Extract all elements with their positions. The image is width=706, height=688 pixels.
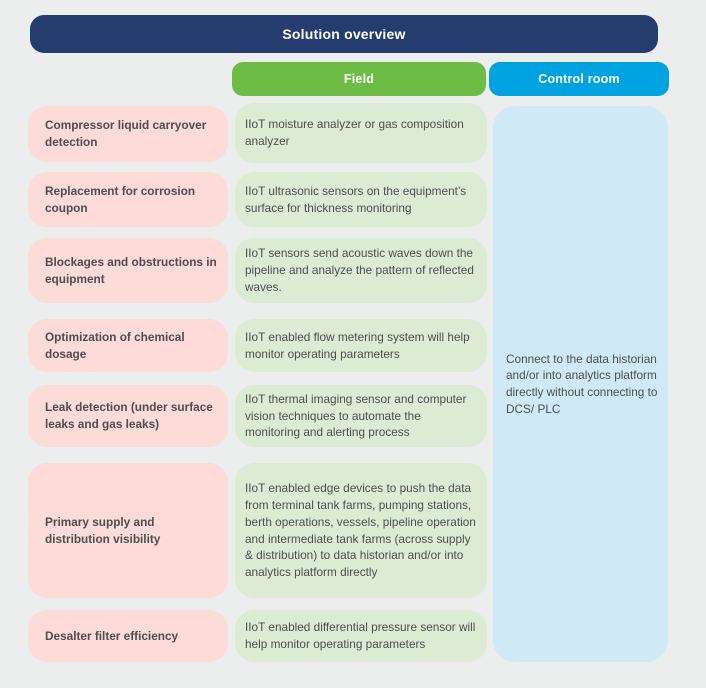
header-banner — [30, 15, 658, 53]
field-solution-text: IIoT thermal imaging sensor and computer vision techniques to automate the monitoring and alerting process — [245, 391, 467, 440]
field-solution-cell — [235, 103, 487, 163]
use-case-label: Replacement for corrosion coupon — [45, 183, 196, 215]
field-solution-cell — [235, 319, 487, 372]
field-solution-text: IIoT moisture analyzer or gas composition analyzer — [245, 117, 464, 148]
use-case-cell — [28, 238, 228, 303]
use-case-label: Blockages and obstructions in equipment — [45, 254, 217, 286]
use-case-cell — [28, 319, 228, 372]
field-solution-text: IIoT sensors send acoustic waves down the pipeline and analyze the pattern of reflected waves. — [245, 246, 474, 294]
page-title: Solution overview — [282, 26, 406, 42]
field-solution-text: IIoT ultrasonic sensors on the equipment’s surface for thickness monitoring — [245, 183, 467, 215]
control-room-cell — [493, 106, 668, 662]
use-case-cell — [28, 610, 228, 662]
use-case-cell — [28, 385, 228, 447]
field-solution-text: IIoT enabled edge devices to push the data from terminal tank farms, pumping stations, berth operations, vessels, pipeline operation and intermediate tank farms (across supply & distribution) to data historian and/or into analytics platform directly — [245, 481, 476, 579]
field-solution-text: IIoT enabled differential pressure sensor will help monitor operating parameters — [245, 620, 476, 651]
column-header-field-label: Field — [343, 72, 375, 86]
use-case-label: Compressor liquid carryover detection — [45, 118, 207, 149]
use-case-label: Primary supply and distribution visibility — [45, 514, 161, 546]
column-header-control-room-label: Control room — [538, 72, 620, 86]
field-solution-cell — [235, 238, 487, 303]
field-solution-cell — [235, 172, 487, 227]
use-case-label: Desalter filter efficiency — [45, 628, 179, 643]
control-room-note: Connect to the data historian and/or into analytics platform directly without connecting to DCS/ PLC — [506, 351, 658, 416]
use-case-label: Optimization of chemical dosage — [45, 329, 185, 361]
field-solution-cell — [235, 610, 487, 662]
use-case-label: Leak detection (under surface leaks and gas leaks) — [45, 400, 213, 431]
column-header-control-room — [489, 62, 669, 96]
field-solution-cell — [235, 385, 487, 447]
field-solution-text: IIoT enabled flow metering system will help monitor operating parameters — [245, 329, 470, 361]
use-case-cell — [28, 106, 228, 162]
use-case-cell — [28, 172, 228, 227]
field-solution-cell — [235, 463, 487, 598]
column-header-field — [232, 62, 486, 96]
use-case-cell — [28, 463, 228, 598]
